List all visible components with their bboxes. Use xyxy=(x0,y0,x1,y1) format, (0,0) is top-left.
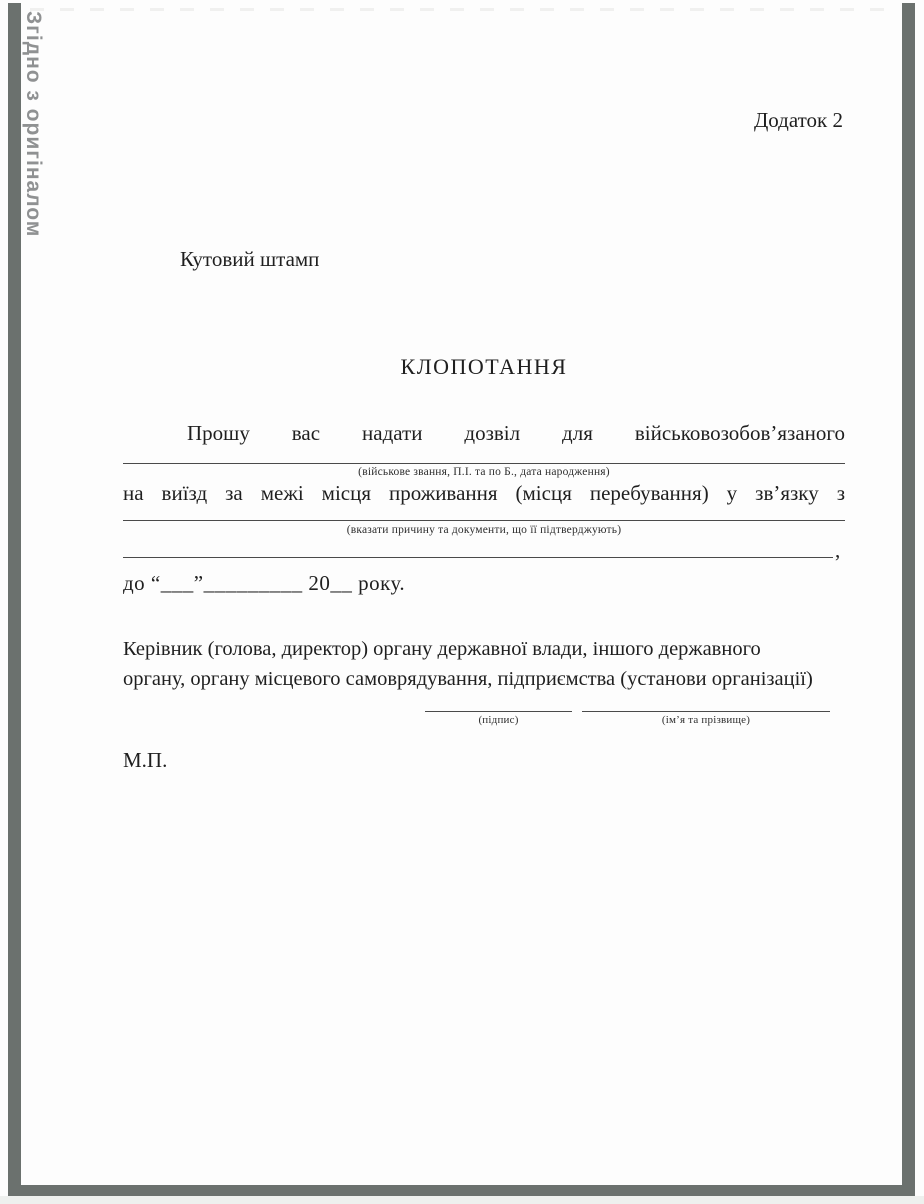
blank-line-reason-caption: (вказати причину та документи, що її підтверджують) xyxy=(346,524,622,536)
blank-line-reason xyxy=(123,520,845,521)
corner-stamp-placeholder: Кутовий штамп xyxy=(180,247,320,271)
signature-blank-line xyxy=(425,711,572,712)
blank-line-trailing-comma: , xyxy=(835,538,841,562)
blank-line-servicemember-caption: (військове звання, П.І. та по Б., дата народження) xyxy=(358,466,610,478)
annex-label: Додаток 2 xyxy=(753,108,843,132)
signatory-title-line2: органу, органу місцевого самоврядування, підприємства (установи організації) xyxy=(123,668,813,690)
name-caption: (ім’я та прізвище) xyxy=(661,714,751,726)
signatory-title-line1: Керівник (голова, директор) органу державної влади, іншого державного xyxy=(123,638,761,660)
request-paragraph-line1: Прошу вас надати дозвіл для військовозобов’язаного xyxy=(187,421,845,445)
request-paragraph-line2: на виїзд за межі місця проживання (місця перебування) у зв’язку з xyxy=(123,481,845,505)
blank-line-continuation xyxy=(123,557,833,558)
page-frame-outer-strip xyxy=(0,1196,924,1204)
page-frame-left xyxy=(8,3,21,1196)
blank-line-servicemember xyxy=(123,463,845,464)
page-frame-right xyxy=(902,3,915,1196)
seal-placeholder: М.П. xyxy=(123,748,168,772)
page-frame-bottom xyxy=(8,1185,915,1196)
signature-caption: (підпис) xyxy=(478,714,519,726)
certified-copy-stamp-text: Згідно з оригіналом xyxy=(22,11,45,238)
scan-artifact-noise xyxy=(30,8,890,11)
document-title: КЛОПОТАННЯ xyxy=(400,354,568,379)
name-blank-line xyxy=(582,711,830,712)
valid-until-date-line: до “___”_________ 20__ року. xyxy=(123,571,406,595)
